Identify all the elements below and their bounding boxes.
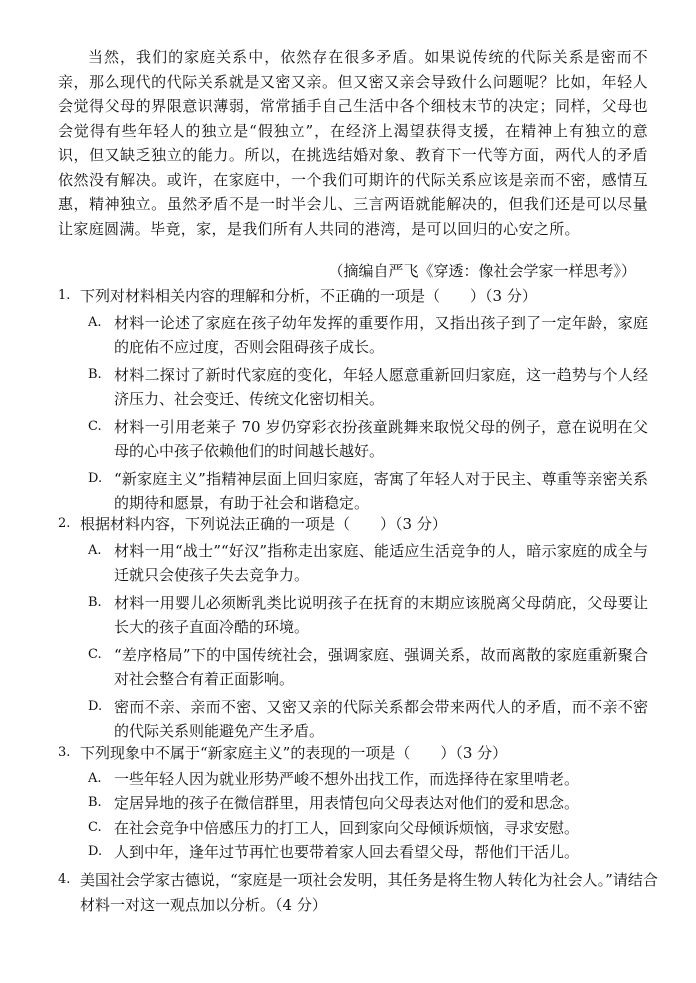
option-text: 材料一论述了家庭在孩子幼年发挥的重要作用，又指出孩子到了一定年龄，家庭的庇佑不应过度，否则会阻碍孩子成长。 bbox=[114, 313, 648, 356]
option-letter: B. bbox=[88, 795, 102, 810]
question-number: 4. bbox=[58, 872, 71, 887]
option-text: 一些年轻人因为就业形势严峻不想外出找工作，而选择待在家里啃老。 bbox=[114, 769, 580, 788]
option-text: 密而不亲、亲而不密、又密又亲的代际关系都会带来两代人的矛盾，而不亲不密的代际关系则能避免产生矛盾。 bbox=[114, 697, 648, 740]
option-text: “新家庭主义”指精神层面上回归家庭，寄寓了年轻人对于民主、尊重等亲密关系的期待和愿景，有助于社会和谐稳定。 bbox=[114, 469, 648, 512]
option-c bbox=[88, 415, 648, 464]
option-letter: C. bbox=[88, 418, 102, 434]
question-text: 根据材料内容，下列说法正确的一项是（ ）（3 分） bbox=[80, 515, 447, 533]
option-letter: A. bbox=[88, 770, 102, 786]
option-text: 在社会竞争中倍感压力的打工人，回到家向父母倾诉烦恼，寻求安慰。 bbox=[114, 818, 580, 837]
option-text: 材料二探讨了新时代家庭的变化，年轻人愿意重新回归家庭，这一趋势与个人经济压力、社会变迁、传统文化密切相关。 bbox=[114, 365, 648, 408]
question-1 bbox=[58, 284, 658, 516]
passage-paragraph: 当然，我们的家庭关系中，依然存在很多矛盾。如果说传统的代际关系是密而不亲，那么现代的代际关系就是又密又亲。但又密又亲会导致什么问题呢？比如，年轻人会觉得父母的界限意识薄弱，常常插手自己生活中各个细枝末节的决定；同样，父母也会觉得有些年轻人的独立是“假独立”，在经济上渴望获得支援，在精神上有独立的意识，但又缺乏独立的能力。所以，在挑选结婚对象、教育下一代等方面，两代人的矛盾依然没有解决。或许，在家庭中，一个我们可期许的代际关系应该是亲而不密，感情互惠，精神独立。虽然矛盾不是一时半会儿、三言两语就能解决的，但我们还是可以尽量让家庭圆满。毕竟，家，是我们所有人共同的港湾，是可以回归的心安之所。 bbox=[58, 48, 648, 238]
question-stem bbox=[58, 284, 658, 309]
option-text: “差序格局”下的中国传统社会，强调家庭、强调关系，故而离散的家庭重新聚合对社会整合有着正面影响。 bbox=[114, 645, 648, 688]
question-stem bbox=[58, 868, 658, 917]
option-text: 定居异地的孩子在微信群里，用表情包向父母表达对他们的爱和思念。 bbox=[114, 794, 580, 812]
option-c bbox=[88, 643, 648, 692]
option-text: 人到中年，逢年过节再忙也要带着家人回去看望父母，帮他们干活儿。 bbox=[114, 843, 580, 861]
option-letter: A. bbox=[88, 314, 102, 330]
option-letter: D. bbox=[88, 698, 103, 714]
question-stem bbox=[58, 512, 658, 537]
source-citation: （摘编自严飞《穿透：像社会学家一样思考》） bbox=[328, 262, 636, 280]
option-a bbox=[88, 311, 648, 360]
option-b bbox=[88, 363, 648, 412]
option-b bbox=[88, 591, 648, 640]
question-3 bbox=[58, 741, 658, 865]
option-c bbox=[88, 816, 648, 841]
option-d bbox=[88, 695, 648, 744]
option-text: 材料一用婴儿必须断乳类比说明孩子在抚育的末期应该脱离父母荫庇，父母要让长大的孩子直面冷酷的环境。 bbox=[114, 593, 648, 636]
question-stem bbox=[58, 741, 658, 766]
question-2 bbox=[58, 512, 658, 744]
option-text: 材料一用“战士”“好汉”指称走出家庭、能适应生活竞争的人，暗示家庭的成全与迁就只会使孩子失去竞争力。 bbox=[114, 541, 648, 584]
question-text: 下列对材料相关内容的理解和分析，不正确的一项是（ ）（3 分） bbox=[80, 287, 537, 305]
option-a bbox=[88, 767, 648, 792]
option-a bbox=[88, 539, 648, 588]
question-4 bbox=[58, 868, 658, 917]
option-letter: B. bbox=[88, 594, 102, 610]
option-b bbox=[88, 791, 648, 816]
option-letter: D. bbox=[88, 470, 103, 486]
option-d bbox=[88, 840, 648, 865]
option-d bbox=[88, 467, 648, 516]
option-letter: A. bbox=[88, 542, 102, 558]
question-number: 3. bbox=[58, 745, 71, 760]
question-number: 2. bbox=[58, 516, 71, 531]
question-text: 美国社会学家古德说，“家庭是一项社会发明，其任务是将生物人转化为社会人。”请结合材料一对这一观点加以分析。（4 分） bbox=[80, 871, 658, 914]
option-letter: C. bbox=[88, 646, 102, 662]
option-letter: C. bbox=[88, 819, 102, 835]
option-text: 材料一引用老莱子 70 岁仍穿彩衣扮孩童跳舞来取悦父母的例子，意在说明在父母的心中孩子依赖他们的时间越长越好。 bbox=[114, 417, 648, 460]
question-text: 下列现象中不属于“新家庭主义”的表现的一项是（ ）（3 分） bbox=[80, 744, 508, 762]
option-letter: B. bbox=[88, 366, 102, 382]
option-letter: D. bbox=[88, 844, 103, 859]
question-number: 1. bbox=[58, 288, 71, 303]
